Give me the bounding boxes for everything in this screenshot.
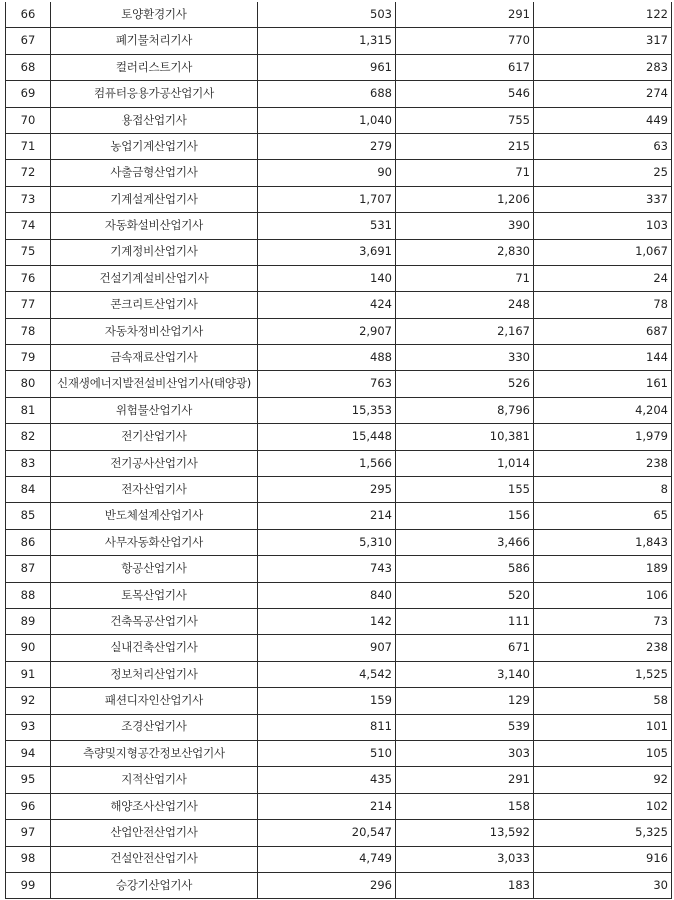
value-1-cell: 90 [258,160,396,186]
certification-name-cell: 항공산업기사 [51,556,258,582]
table-row [6,556,672,582]
row-number-cell: 82 [6,424,51,450]
row-number-cell: 78 [6,318,51,344]
row-number-cell: 93 [6,714,51,740]
table-row [6,846,672,872]
certification-name-cell: 건축목공산업기사 [51,608,258,634]
value-3-cell: 63 [534,133,672,159]
value-2-cell: 156 [396,503,534,529]
certification-name-cell: 정보처리산업기사 [51,661,258,687]
value-2-cell: 183 [396,872,534,898]
row-number-cell: 69 [6,81,51,107]
row-number-cell: 84 [6,477,51,503]
value-3-cell: 449 [534,107,672,133]
row-number-cell: 66 [6,2,51,28]
row-number-cell: 83 [6,450,51,476]
value-1-cell: 20,547 [258,820,396,846]
table-row [6,81,672,107]
certification-name-cell: 폐기물처리기사 [51,28,258,54]
value-3-cell: 5,325 [534,820,672,846]
value-2-cell: 215 [396,133,534,159]
row-number-cell: 92 [6,688,51,714]
value-1-cell: 279 [258,133,396,159]
value-1-cell: 688 [258,81,396,107]
table-row [6,133,672,159]
value-1-cell: 763 [258,371,396,397]
value-1-cell: 531 [258,213,396,239]
table-row [6,318,672,344]
certification-name-cell: 컴퓨터응용가공산업기사 [51,81,258,107]
certification-name-cell: 전자산업기사 [51,477,258,503]
value-3-cell: 1,979 [534,424,672,450]
value-1-cell: 1,040 [258,107,396,133]
value-3-cell: 102 [534,793,672,819]
row-number-cell: 71 [6,133,51,159]
value-1-cell: 3,691 [258,239,396,265]
value-2-cell: 526 [396,371,534,397]
value-2-cell: 291 [396,767,534,793]
table-row [6,265,672,291]
row-number-cell: 91 [6,661,51,687]
table-row [6,345,672,371]
value-2-cell: 586 [396,556,534,582]
value-2-cell: 2,167 [396,318,534,344]
table-row [6,635,672,661]
value-1-cell: 907 [258,635,396,661]
row-number-cell: 68 [6,54,51,80]
value-1-cell: 435 [258,767,396,793]
value-1-cell: 214 [258,503,396,529]
value-2-cell: 3,466 [396,529,534,555]
certification-name-cell: 승강기산업기사 [51,872,258,898]
table-row [6,54,672,80]
value-1-cell: 840 [258,582,396,608]
value-1-cell: 961 [258,54,396,80]
certification-name-cell: 기계설계산업기사 [51,186,258,212]
value-1-cell: 214 [258,793,396,819]
value-1-cell: 159 [258,688,396,714]
value-3-cell: 337 [534,186,672,212]
value-3-cell: 101 [534,714,672,740]
value-2-cell: 520 [396,582,534,608]
row-number-cell: 77 [6,292,51,318]
certification-name-cell: 기계정비산업기사 [51,239,258,265]
value-2-cell: 2,830 [396,239,534,265]
table-row [6,503,672,529]
certification-name-cell: 건설기계설비산업기사 [51,265,258,291]
certification-name-cell: 측량및지형공간정보산업기사 [51,740,258,766]
row-number-cell: 73 [6,186,51,212]
value-1-cell: 488 [258,345,396,371]
value-2-cell: 111 [396,608,534,634]
row-number-cell: 98 [6,846,51,872]
row-number-cell: 86 [6,529,51,555]
value-3-cell: 144 [534,345,672,371]
value-2-cell: 129 [396,688,534,714]
value-3-cell: 283 [534,54,672,80]
table-row [6,582,672,608]
certification-name-cell: 토양환경기사 [51,2,258,28]
value-2-cell: 13,592 [396,820,534,846]
certification-name-cell: 위험물산업기사 [51,397,258,423]
value-1-cell: 140 [258,265,396,291]
value-2-cell: 71 [396,265,534,291]
value-1-cell: 811 [258,714,396,740]
value-3-cell: 24 [534,265,672,291]
value-3-cell: 30 [534,872,672,898]
value-2-cell: 770 [396,28,534,54]
value-1-cell: 5,310 [258,529,396,555]
row-number-cell: 89 [6,608,51,634]
value-2-cell: 291 [396,2,534,28]
table-row [6,872,672,898]
value-2-cell: 390 [396,213,534,239]
table-row [6,688,672,714]
table-row [6,793,672,819]
table-row [6,477,672,503]
certification-name-cell: 반도체설계산업기사 [51,503,258,529]
row-number-cell: 97 [6,820,51,846]
value-2-cell: 71 [396,160,534,186]
value-1-cell: 4,542 [258,661,396,687]
table-row [6,160,672,186]
value-1-cell: 142 [258,608,396,634]
certification-name-cell: 전기공사산업기사 [51,450,258,476]
value-3-cell: 103 [534,213,672,239]
row-number-cell: 81 [6,397,51,423]
row-number-cell: 90 [6,635,51,661]
certification-name-cell: 농업기계산업기사 [51,133,258,159]
certification-name-cell: 금속재료산업기사 [51,345,258,371]
value-2-cell: 3,140 [396,661,534,687]
table-row [6,767,672,793]
value-3-cell: 317 [534,28,672,54]
value-2-cell: 248 [396,292,534,318]
value-3-cell: 274 [534,81,672,107]
table-row [6,450,672,476]
value-3-cell: 687 [534,318,672,344]
value-3-cell: 122 [534,2,672,28]
value-3-cell: 1,843 [534,529,672,555]
value-1-cell: 1,315 [258,28,396,54]
row-number-cell: 95 [6,767,51,793]
certification-name-cell: 지적산업기사 [51,767,258,793]
value-3-cell: 106 [534,582,672,608]
certification-name-cell: 조경산업기사 [51,714,258,740]
value-2-cell: 755 [396,107,534,133]
value-1-cell: 743 [258,556,396,582]
value-2-cell: 546 [396,81,534,107]
value-2-cell: 671 [396,635,534,661]
value-3-cell: 58 [534,688,672,714]
table-row [6,529,672,555]
row-number-cell: 76 [6,265,51,291]
value-1-cell: 1,707 [258,186,396,212]
value-3-cell: 25 [534,160,672,186]
row-number-cell: 72 [6,160,51,186]
value-2-cell: 539 [396,714,534,740]
certification-name-cell: 컬러리스트기사 [51,54,258,80]
row-number-cell: 87 [6,556,51,582]
table-row [6,397,672,423]
table-row [6,213,672,239]
value-3-cell: 189 [534,556,672,582]
certification-name-cell: 건설안전산업기사 [51,846,258,872]
table-row [6,820,672,846]
row-number-cell: 79 [6,345,51,371]
value-3-cell: 92 [534,767,672,793]
row-number-cell: 85 [6,503,51,529]
certification-name-cell: 사출금형산업기사 [51,160,258,186]
value-1-cell: 4,749 [258,846,396,872]
table-body [6,2,672,899]
value-3-cell: 105 [534,740,672,766]
value-3-cell: 1,525 [534,661,672,687]
row-number-cell: 75 [6,239,51,265]
value-2-cell: 158 [396,793,534,819]
value-3-cell: 78 [534,292,672,318]
table-row [6,2,672,28]
value-1-cell: 296 [258,872,396,898]
row-number-cell: 80 [6,371,51,397]
value-3-cell: 238 [534,450,672,476]
certification-name-cell: 자동차정비산업기사 [51,318,258,344]
certification-name-cell: 신재생에너지발전설비산업기사(태양광) [51,371,258,397]
row-number-cell: 74 [6,213,51,239]
value-2-cell: 617 [396,54,534,80]
table-row [6,28,672,54]
row-number-cell: 88 [6,582,51,608]
value-2-cell: 1,014 [396,450,534,476]
value-2-cell: 1,206 [396,186,534,212]
certification-name-cell: 자동화설비산업기사 [51,213,258,239]
value-3-cell: 65 [534,503,672,529]
row-number-cell: 70 [6,107,51,133]
qualification-stats-table [5,2,672,899]
value-1-cell: 424 [258,292,396,318]
certification-name-cell: 전기산업기사 [51,424,258,450]
value-1-cell: 503 [258,2,396,28]
value-1-cell: 295 [258,477,396,503]
value-2-cell: 330 [396,345,534,371]
value-3-cell: 238 [534,635,672,661]
value-3-cell: 1,067 [534,239,672,265]
table-row [6,107,672,133]
value-1-cell: 1,566 [258,450,396,476]
row-number-cell: 94 [6,740,51,766]
value-3-cell: 161 [534,371,672,397]
table-row [6,740,672,766]
value-1-cell: 15,353 [258,397,396,423]
certification-name-cell: 실내건축산업기사 [51,635,258,661]
value-2-cell: 3,033 [396,846,534,872]
value-3-cell: 916 [534,846,672,872]
certification-name-cell: 해양조사산업기사 [51,793,258,819]
table-row [6,424,672,450]
value-1-cell: 2,907 [258,318,396,344]
value-1-cell: 15,448 [258,424,396,450]
certification-name-cell: 토목산업기사 [51,582,258,608]
row-number-cell: 99 [6,872,51,898]
value-2-cell: 8,796 [396,397,534,423]
value-3-cell: 73 [534,608,672,634]
table-row [6,239,672,265]
certification-name-cell: 사무자동화산업기사 [51,529,258,555]
table-row [6,714,672,740]
value-2-cell: 155 [396,477,534,503]
value-2-cell: 303 [396,740,534,766]
table-row [6,292,672,318]
value-2-cell: 10,381 [396,424,534,450]
table-row [6,186,672,212]
row-number-cell: 67 [6,28,51,54]
table-row [6,371,672,397]
certification-name-cell: 패션디자인산업기사 [51,688,258,714]
table-row [6,661,672,687]
certification-name-cell: 용접산업기사 [51,107,258,133]
row-number-cell: 96 [6,793,51,819]
certification-name-cell: 콘크리트산업기사 [51,292,258,318]
table-row [6,608,672,634]
certification-name-cell: 산업안전산업기사 [51,820,258,846]
value-3-cell: 4,204 [534,397,672,423]
value-1-cell: 510 [258,740,396,766]
value-3-cell: 8 [534,477,672,503]
